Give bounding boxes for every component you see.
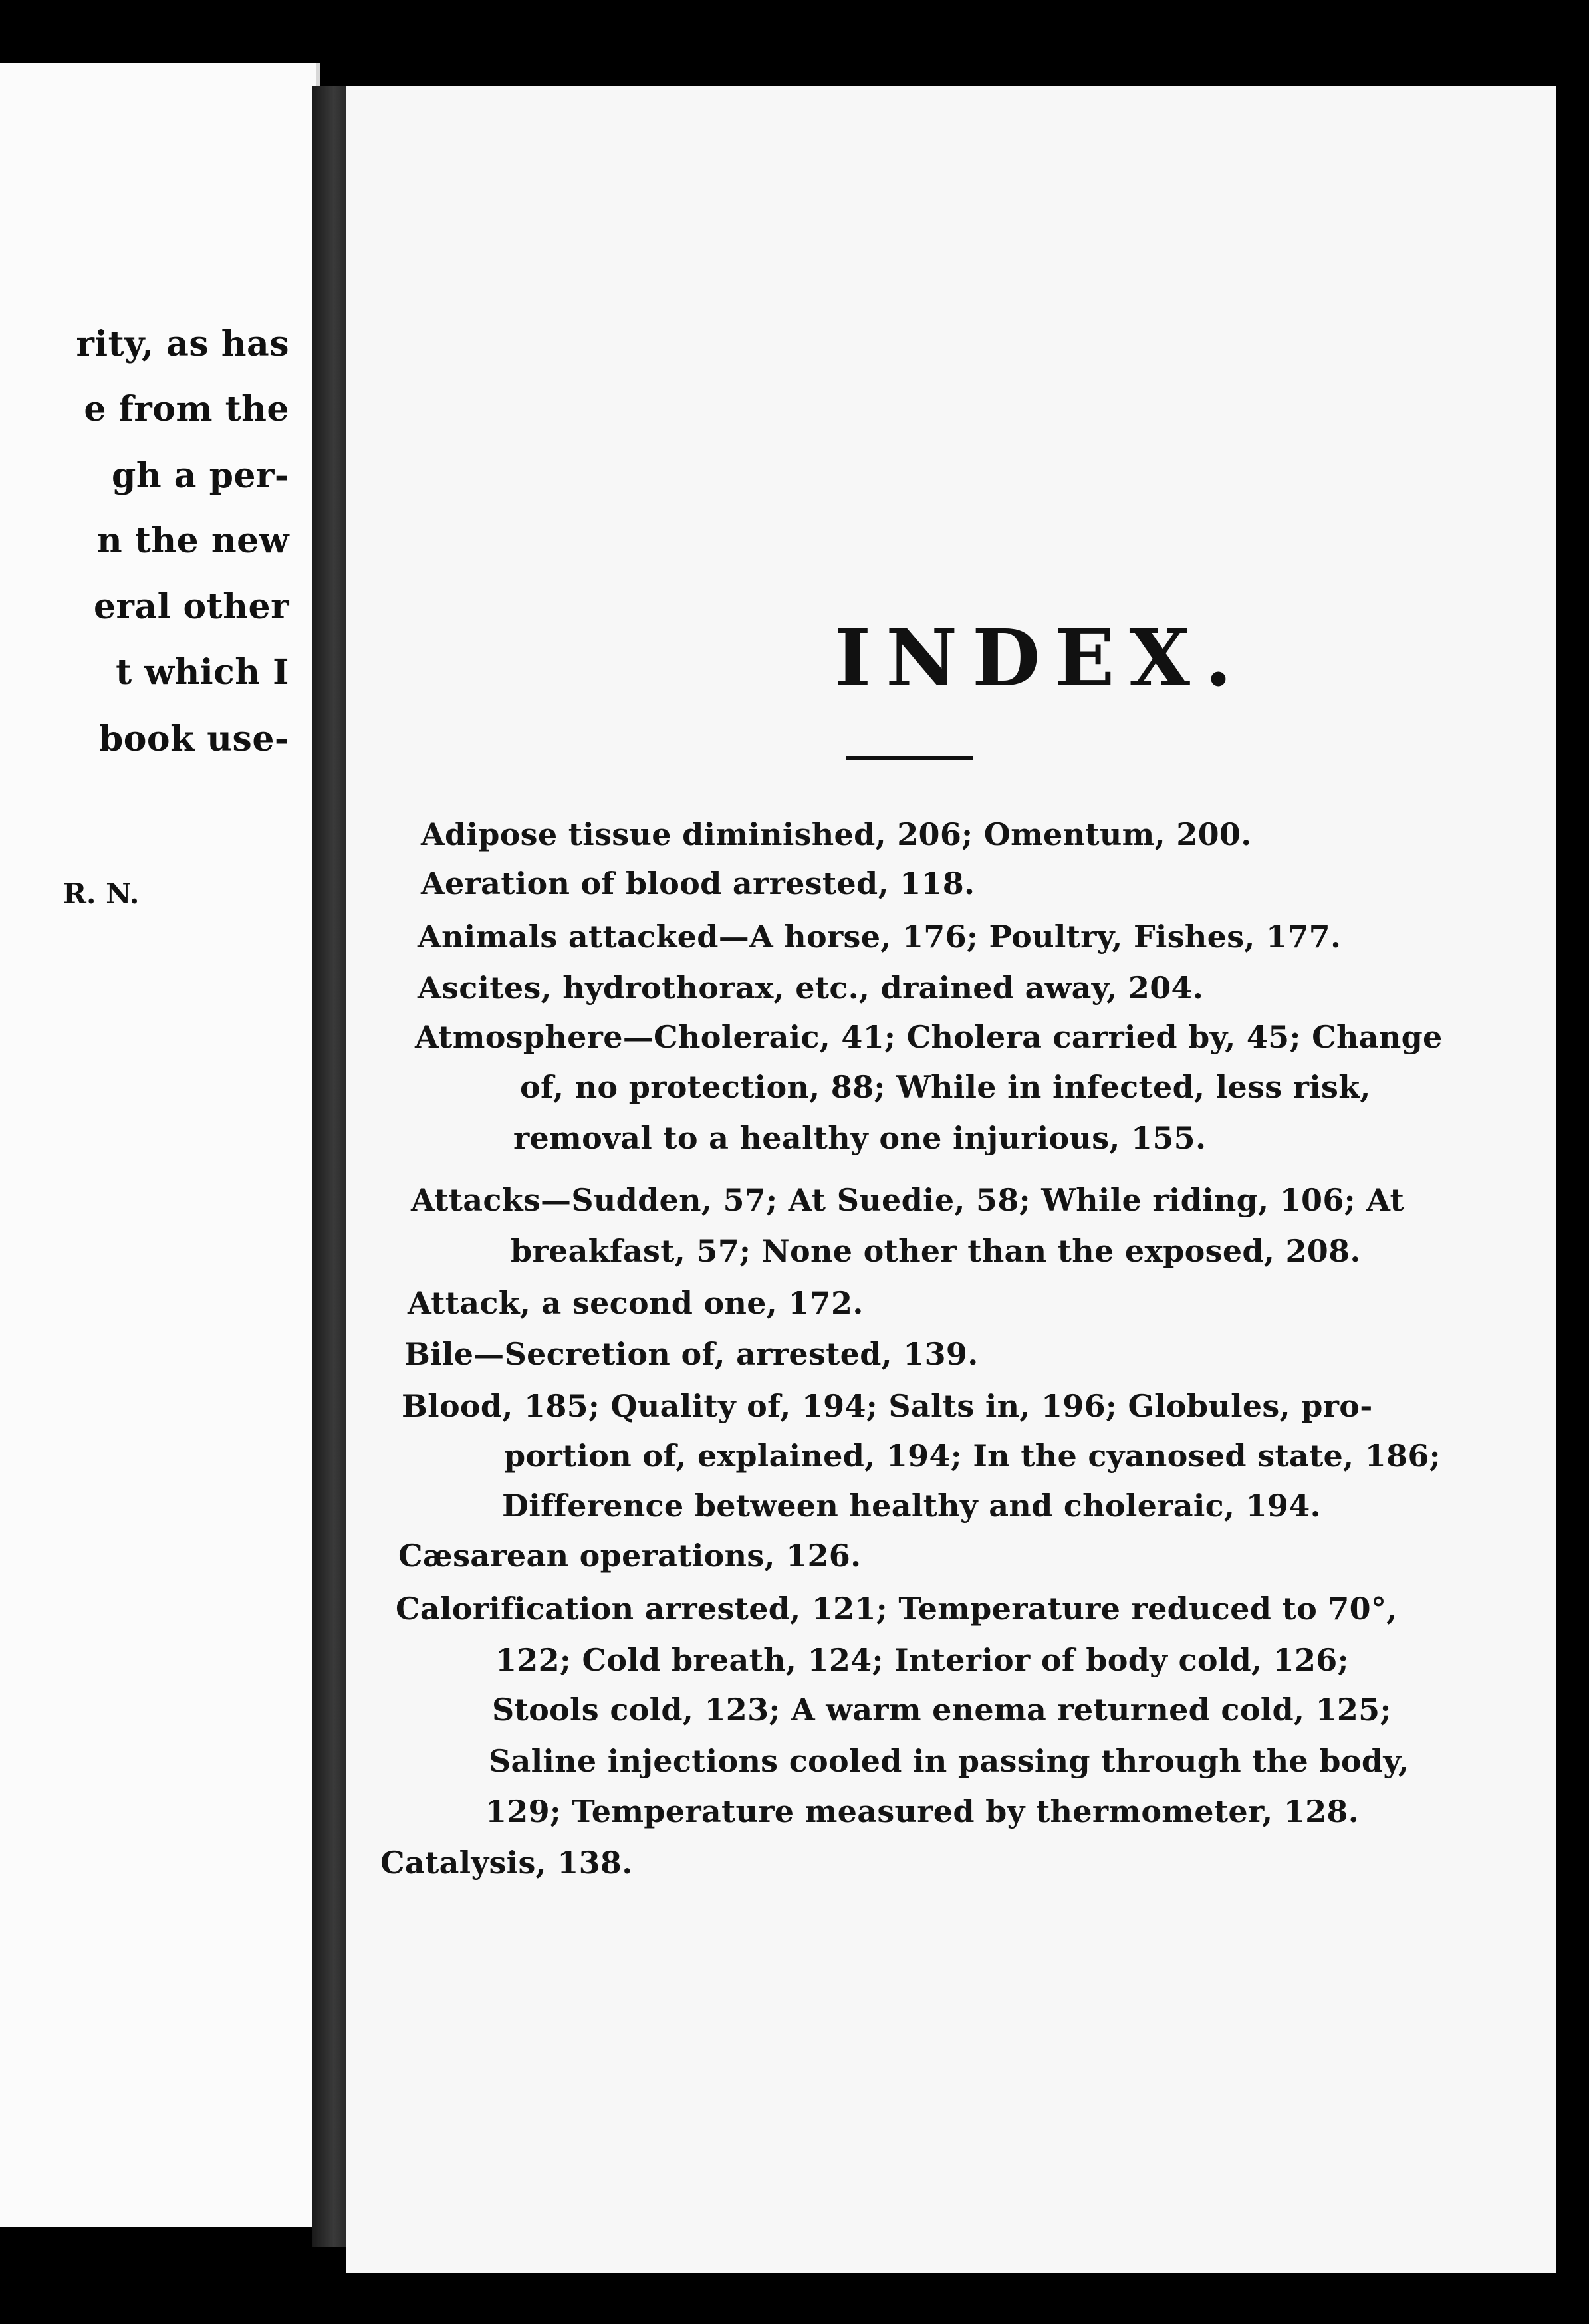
index-entry: Blood, 185; Quality of, 194; Salts in, 196; Globules, pro-	[402, 1388, 1373, 1424]
left-page-line: e from the	[84, 389, 289, 429]
index-entry: Animals attacked—A horse, 176; Poultry, Fishes, 177.	[418, 919, 1342, 955]
index-entry: Ascites, hydrothorax, etc., drained away, 204.	[418, 970, 1204, 1006]
index-page	[346, 86, 1556, 2273]
index-entry: Catalysis, 138.	[380, 1845, 633, 1881]
index-entry-continuation: 122; Cold breath, 124; Interior of body cold, 126;	[495, 1642, 1349, 1678]
index-entry-continuation: Stools cold, 123; A warm enema returned cold, 125;	[492, 1692, 1392, 1728]
left-page-line: book use-	[98, 719, 289, 759]
left-page-line: rity, as has	[76, 324, 289, 364]
index-entry: Adipose tissue diminished, 206; Omentum, 200.	[421, 816, 1252, 852]
index-entry: Bile—Secretion of, arrested, 139.	[404, 1336, 979, 1372]
index-entry-continuation: 129; Temperature measured by thermometer, 128.	[485, 1794, 1360, 1829]
index-entry-continuation: Saline injections cooled in passing through the body,	[489, 1743, 1409, 1779]
index-entry: Atmosphere—Choleraic, 41; Cholera carried by, 45; Change	[415, 1019, 1443, 1055]
index-entry-continuation: breakfast, 57; None other than the exposed, 208.	[511, 1233, 1361, 1269]
left-page-line: eral other	[93, 586, 289, 627]
index-entry-continuation: removal to a healthy one injurious, 155.	[513, 1120, 1207, 1156]
page-title: INDEX.	[834, 612, 1247, 704]
author-initials: R. N.	[63, 877, 140, 910]
index-entry-continuation: Difference between healthy and choleraic, 194.	[502, 1488, 1321, 1524]
left-page-line: gh a per-	[112, 455, 289, 496]
index-entry: Attacks—Sudden, 57; At Suedie, 58; While riding, 106; At	[411, 1182, 1404, 1218]
left-page-line: t which I	[116, 652, 289, 693]
left-page-line: n the new	[96, 521, 289, 561]
index-entry-continuation: of, no protection, 88; While in infected, less risk,	[520, 1069, 1371, 1105]
left-page-fragment	[0, 63, 320, 2227]
index-entries	[346, 86, 1556, 2273]
index-entry: Cæsarean operations, 126.	[398, 1538, 862, 1573]
index-entry-continuation: portion of, explained, 194; In the cyanosed state, 186;	[504, 1438, 1441, 1474]
index-entry: Aeration of blood arrested, 118.	[421, 866, 975, 901]
index-entry: Calorification arrested, 121; Temperature reduced to 70°,	[396, 1591, 1398, 1627]
index-entry: Attack, a second one, 172.	[408, 1285, 864, 1321]
